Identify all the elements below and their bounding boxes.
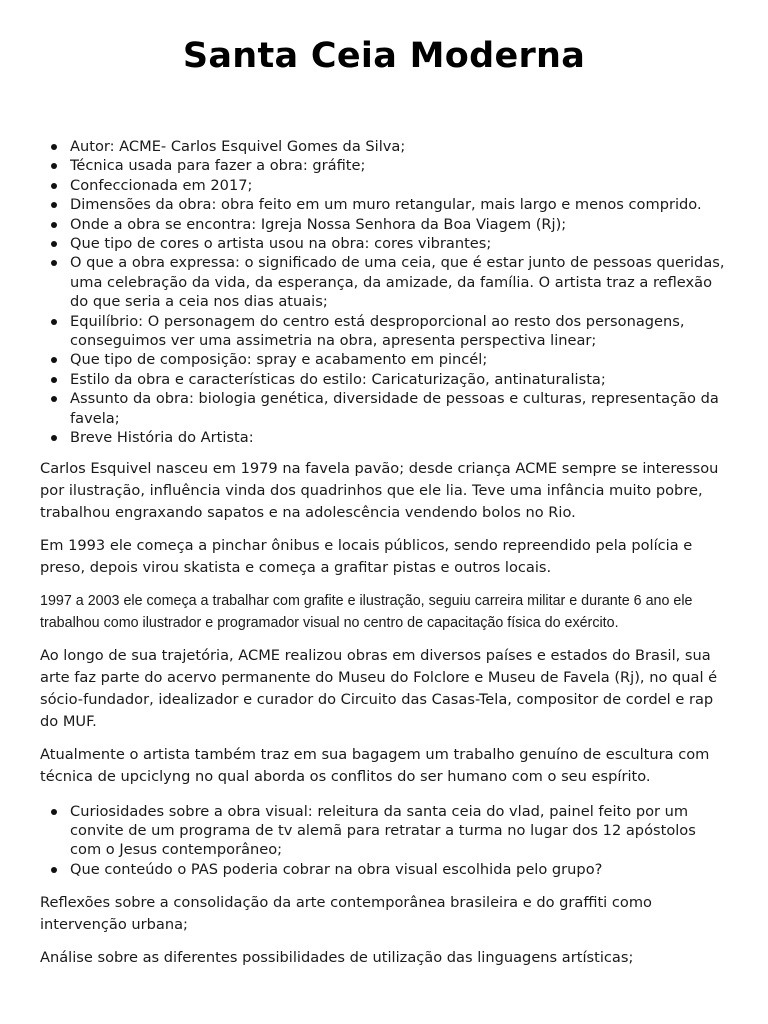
curiosities-list xyxy=(40,802,730,880)
list-item: O que a obra expressa: o significado de uma ceia, que é estar junto de pessoas queridas, uma celebração da vida, da esperança, da amizade, da família. O artista traz a reflexão do que seria a ceia nos dias atuais; xyxy=(40,253,730,311)
list-item: Autor: ACME- Carlos Esquivel Gomes da Silva; xyxy=(40,137,730,156)
list-item: Assunto da obra: biologia genética, diversidade de pessoas e culturas, representação da favela; xyxy=(40,389,730,428)
list-item: Confeccionada em 2017; xyxy=(40,176,730,195)
artwork-info-list xyxy=(40,137,730,448)
list-item: Estilo da obra e características do estilo: Caricaturização, antinaturalista; xyxy=(40,370,730,389)
list-item: Dimensões da obra: obra feito em um muro retangular, mais largo e menos comprido. xyxy=(40,195,730,214)
list-item: Onde a obra se encontra: Igreja Nossa Senhora da Boa Viagem (Rj); xyxy=(40,215,730,234)
paragraph-1997-2003: 1997 a 2003 ele começa a trabalhar com grafite e ilustração, seguiu carreira militar e durante 6 ano ele trabalhou como ilustrador e programador visual no centro de capacitação física do exército. xyxy=(40,592,693,631)
list-item: Que conteúdo o PAS poderia cobrar na obra visual escolhida pelo grupo? xyxy=(40,860,730,879)
list-item: Breve História do Artista: xyxy=(40,428,730,447)
paragraph-analysis: Análise sobre as diferentes possibilidades de utilização das linguagens artísticas; xyxy=(40,949,634,967)
paragraph-childhood: Carlos Esquivel nasceu em 1979 na favela pavão; desde criança ACME sempre se interessou por ilustração, influência vinda dos quadrinhos que ele lia. Teve uma infância muito pobre, trabalhou engraxando sapatos e na adolescência vendendo bolos no Rio. xyxy=(40,459,719,521)
list-item: Curiosidades sobre a obra visual: releitura da santa ceia do vlad, painel feito por um convite de um programa de tv alemã para retratar a turma no lugar dos 12 apóstolos com o Jesus contemporâneo; xyxy=(40,802,730,860)
paragraph-1993: Em 1993 ele começa a pinchar ônibus e locais públicos, sendo repreendido pela polícia e preso, depois virou skatista e começa a grafitar pistas e outros locais. xyxy=(40,536,693,576)
list-item: Equilíbrio: O personagem do centro está desproporcional ao resto dos personagens, conseguimos ver uma assimetria na obra, apresenta perspectiva linear; xyxy=(40,312,730,351)
paragraph-current: Atualmente o artista também traz em sua bagagem um trabalho genuíno de escultura com técnica de upciclyng no qual aborda os conflitos do ser humano com o seu espírito. xyxy=(40,745,710,785)
page-title: Santa Ceia Moderna xyxy=(182,36,586,76)
list-item: Que tipo de cores o artista usou na obra: cores vibrantes; xyxy=(40,234,730,253)
list-item: Técnica usada para fazer a obra: gráfite; xyxy=(40,156,730,175)
document-body xyxy=(40,137,730,969)
paragraph-reflections: Reflexões sobre a consolidação da arte contemporânea brasileira e do graffiti como intervenção urbana; xyxy=(40,894,652,934)
paragraph-trajectory: Ao longo de sua trajetória, ACME realizou obras em diversos países e estados do Brasil, sua arte faz parte do acervo permanente do Museu do Folclore e Museu de Favela (Rj), no qual é sócio-fundador, idealizador e curador do Circuito das Casas-Tela, compositor de cordel e rap do MUF. xyxy=(40,646,718,730)
list-item: Que tipo de composição: spray e acabamento em pincél; xyxy=(40,350,730,369)
